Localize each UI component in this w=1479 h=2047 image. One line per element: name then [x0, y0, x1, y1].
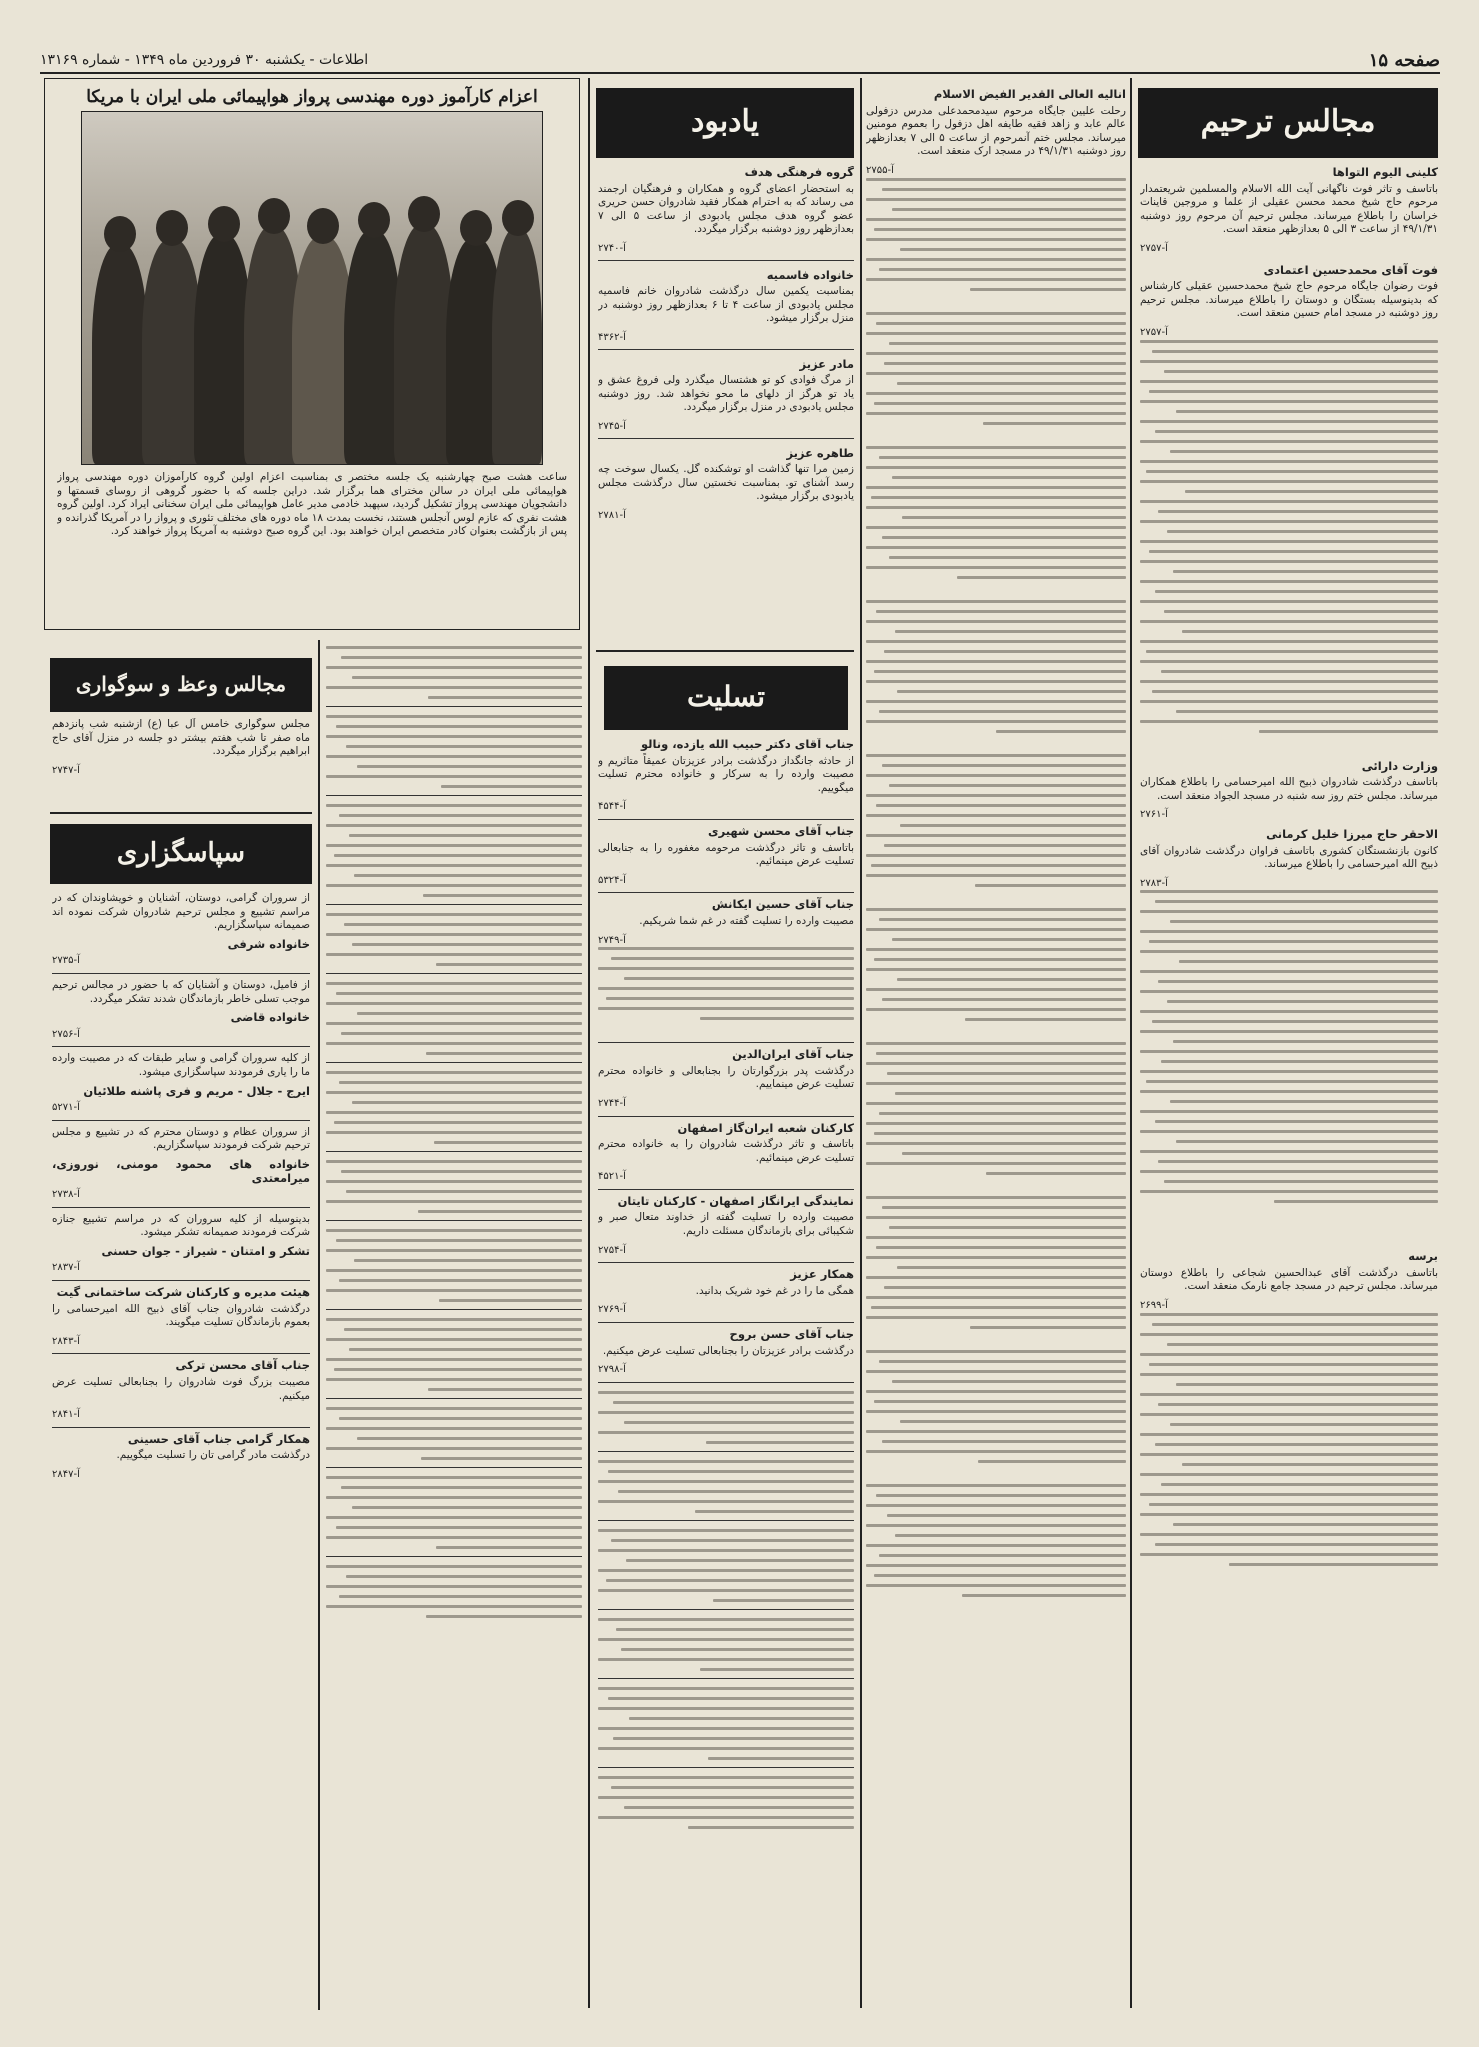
list-item [598, 447, 854, 523]
photo-story-title: اعزام کارآموز دوره مهندسی پرواز هواپیمائی ملی ایران با مریکا [86, 87, 538, 107]
photo-story [44, 78, 580, 630]
yadbood-column [598, 166, 854, 646]
vaaz-banner [50, 658, 312, 712]
yadbood-banner [596, 88, 854, 158]
item-text: باتاسف درگذشت شادروان ذبیح الله امیرحسامی را باطلاع همکاران میرساند. مجلس ختم روز سه شنبه در مسجد الجواد منعقد است. [1140, 776, 1438, 802]
list-item [866, 88, 1126, 178]
item-ref: آ-۵۳۲۴ [598, 874, 626, 886]
item-heading: خانواده فاسمیه [766, 267, 854, 282]
list-item [598, 825, 854, 887]
item-text: بمناسبت یکمین سال درگذشت شادروان خانم فاسمیه مجلس یادبودی از ساعت ۴ تا ۶ بعدازظهر روز دوشنبه در منزل برگزار میشود. [598, 285, 854, 325]
item-text: باتاسف و تاثر درگذشت شادروان را به خانواده محترم تسلیت عرض مینمائیم. [598, 1138, 854, 1164]
item-ref: آ-۲۷۵۷ [1140, 326, 1168, 338]
item-text: از فامیل، دوستان و آشنایان که با حضور در مجالس ترحیم موجب تسلی خاطر بازماندگان شدند تشکر میگردد. [52, 978, 310, 1005]
list-item [1140, 1250, 1438, 1312]
item-text: درگذشت پدر بزرگوارتان را بجنابعالی و خانواده محترم تسلیت عرض مینماییم. [598, 1064, 854, 1091]
item-heading: وزارت دارائی [1361, 758, 1438, 773]
text-block [598, 1382, 854, 1942]
sepasgozari-banner [50, 824, 312, 884]
item-text: به استحضار اعضای گروه و همکاران و فرهنگیان ارجمند می رساند که به احترام همکار فقید شادروان حسن حریری عضو گروه هدف مجلس یادبودی از ساعت ۵ الی ۷ بعدازظهر روز دوشنبه برگزار میگردد. [598, 182, 854, 236]
section-divider [596, 650, 854, 652]
yadbood-title: یادبود [690, 104, 760, 139]
item-text: از حادثه جانگداز درگذشت برادر عزیزتان عمیقاً متاثریم و مصیبت وارده را به سرکار و خانواده محترم تسلیت میگوییم. [598, 754, 854, 794]
tarhim-column [1140, 166, 1438, 1996]
vaaz-column [52, 718, 310, 808]
item-text: کانون بازنشستگان کشوری باتاسف فراوان درگذشت شادروان آقای ذبیح الله امیرحسامی را باطلاع میرساند. [1140, 844, 1438, 871]
item-text: مجلس سوگواری خامس آل عبا (ع) ازشنبه شب پانزدهم ماه صفر تا شب هفتم بیشتر دو جلسه در منزل آقای حاج ابراهیم برگزار میگردد. [52, 718, 310, 758]
sepasgozari-title: سپاسگزاری [116, 838, 246, 868]
list-item [598, 358, 854, 434]
item-ref: آ-۲۸۳۷ [52, 1262, 80, 1274]
item-ref: آ-۲۷۴۵ [598, 420, 626, 432]
group-photo [81, 111, 543, 465]
item-heading: هیئت مدیره و کارکنان شرکت ساختمانی گیت [56, 1285, 310, 1300]
item-text: فوت رضوان جایگاه مرحوم حاج شیخ محمدحسین عقیلی کارشناس که بدینوسیله بستگان و دوستان را باطلاع میرساند. مجلس ترحیم روز دوشنبه در مسجد امام حسین منعقد است. [1140, 280, 1438, 320]
item-heading: خانواده شرفی [227, 936, 310, 951]
item-ref: آ-۲۷۴۷ [52, 764, 80, 776]
tarhim-title: مجالس ترحیم [1200, 104, 1376, 139]
tarhim-banner [1138, 88, 1438, 158]
item-text: درگذشت مادر گرامی تان را تسلیت میگوییم. [116, 1449, 310, 1462]
item-ref: آ-۲۷۵۶ [52, 1028, 80, 1040]
item-text: از مرگ فوادی کو تو هشتسال میگذرد ولی فروغ عشق و یاد تو هرگز از دلهای ما محو نخواهد شد. روز دوشنبه مجلس یادبودی در منزل برگزار میگردد. [598, 374, 854, 414]
item-ref: آ-۲۷۳۵ [52, 955, 80, 967]
item-heading: انالیه العالی القدیر الفیض الاسلام [933, 88, 1126, 101]
list-item [598, 1328, 854, 1377]
column-rule [588, 78, 590, 2008]
item-heading: همکار گرامی جناب آقای حسینی [127, 1431, 310, 1446]
tasliyat-title: تسلیت [687, 680, 765, 713]
text-block [1140, 340, 1438, 760]
item-text: از کلیه سروران گرامی و سایر طبقات که در مصیبت وارده ما را یاری فرمودند سپاسگزاری میشود. [52, 1052, 310, 1078]
item-text: مصیبت بزرگ فوت شادروان را بجنابعالی تسلیت عرض میکنیم. [52, 1376, 310, 1402]
tasliyat-column [598, 738, 854, 1998]
list-item [598, 1195, 854, 1257]
item-ref: آ-۲۷۴۹ [598, 934, 626, 946]
item-ref: آ-۲۷۵۴ [598, 1244, 626, 1256]
item-heading: الاحقر حاج میرزا خلیل کرمانی [1266, 826, 1438, 841]
list-item [1140, 828, 1438, 890]
list-item [1140, 760, 1438, 822]
list-item [52, 1213, 310, 1275]
column-rule [860, 78, 862, 2008]
list-item [598, 166, 854, 256]
list-item [52, 1052, 310, 1114]
item-text: بدینوسیله از کلیه سروران که در مراسم تشییع جنازه شرکت فرمودند صمیمانه تشکر میشود. [52, 1212, 310, 1239]
item-text: از سروران گرامی، دوستان، آشنایان و خویشاوندان که در مراسم تشییع و مجلس ترحیم شادروان شرکت نموده اند صمیمانه سپاسگزاریم. [52, 892, 310, 932]
item-ref: آ-۲۷۳۸ [52, 1189, 80, 1201]
item-text: مصیبت وارده را تسلیت گفته در غم شما شریکیم. [639, 914, 854, 927]
list-item [52, 979, 310, 1041]
item-ref: آ-۲۷۶۹ [598, 1304, 626, 1316]
item-ref: آ-۲۷۴۰ [598, 242, 626, 254]
item-heading: نمایندگی ایرانگاز اصفهان - کارکنان تایتان [617, 1193, 854, 1208]
item-ref: آ-۴۵۴۴ [598, 801, 626, 813]
column-rule [318, 640, 320, 2010]
text-block [1140, 1313, 1438, 1613]
tasliyat-banner [604, 666, 848, 730]
list-item [52, 1126, 310, 1202]
item-heading: جناب آقای ایران‌الدین [732, 1047, 854, 1062]
item-text: همگی ما را در غم خود شریک بدانید. [695, 1284, 854, 1297]
item-ref: آ-۲۸۴۱ [52, 1409, 80, 1421]
list-item [598, 269, 854, 345]
item-ref: آ-۲۷۵۵ [866, 164, 894, 176]
item-text: زمین مرا تنها گذاشت او توشکنده گل. یکسال سوخت چه رسد آشنای تو. بمناسبت نخستین سال درگذشت مجلس یادبودی برگزار میشود. [598, 463, 854, 503]
item-heading: تشکر و امتنان - شیراز - جوان حسنی [101, 1243, 310, 1258]
item-ref: آ-۲۷۸۱ [598, 509, 626, 521]
list-item [1140, 264, 1438, 340]
sepasgozari-column [52, 892, 310, 1998]
item-text: باتاسف و تاثر فوت ناگهانی آیت الله الاسلام والمسلمین شریعتمدار مرحوم حاج شیخ محمد محسن عقیلی از علما و مروجین قاینات خراسان را باطلاع میرساند. مجلس ترحیم آن مرحوم روز دوشنبه ۴۹/۱/۳۱ از ساعت ۳ الی ۵ بعدازظهر منعقد است. [1140, 182, 1438, 236]
item-text: درگذشت شادروان جناب آقای ذبیح الله امیرحسامی را بعموم بازماندگان تسلیت میگویند. [52, 1302, 310, 1329]
list-item [598, 898, 854, 947]
item-heading: فوت آقای محمدحسین اعتمادی [1263, 262, 1438, 277]
item-text: مصیبت وارده را تسلیت گفته از خداوند متعال صبر و شکیبائی برای بازماندگان مسئلت داریم. [598, 1211, 854, 1238]
item-text: رحلت علیین جایگاه مرحوم سیدمحمدعلی مدرس دزفولی عالم عابد و زاهد فقیه طایفه اهل دزفول را بعموم مومنین میرساند. مجلس ختم آنمرحوم از ساعت ۵ الی ۷ بعدازظهر روز دوشنبه ۴۹/۱/۳۱ در مسجد ارک منعقد است. [866, 104, 1126, 158]
page-number: صفحه ۱۵ [1368, 49, 1440, 71]
list-item [52, 1359, 310, 1421]
item-ref: آ-۲۸۴۳ [52, 1335, 80, 1347]
tarhim-column-2 [866, 88, 1126, 1998]
item-text: باتاسف درگذشت آقای عبدالحسین شجاعی را باطلاع دوستان میرساند. مجلس ترحیم در مسجد جامع نارمک منعقد است. [1140, 1266, 1438, 1293]
item-heading: جناب آقای حسین ایکانش [711, 897, 854, 912]
item-heading: همکار عزیز [790, 1267, 854, 1282]
item-ref: آ-۲۷۸۳ [1140, 877, 1168, 889]
list-item [598, 1048, 854, 1110]
text-block [326, 646, 582, 1996]
item-ref: آ-۵۲۷۱ [52, 1102, 80, 1114]
item-heading: طاهره عزیز [786, 445, 854, 460]
item-ref: آ-۲۶۹۹ [1140, 1300, 1168, 1312]
list-item [1140, 166, 1438, 256]
item-heading: ایرج - جلال - مریم و فری پاشنه طلائیان [83, 1083, 310, 1098]
item-heading: جناب آقای محسن شهیری [708, 823, 854, 838]
item-ref: آ-۴۵۲۱ [598, 1171, 626, 1183]
text-block [598, 947, 854, 1037]
item-heading: کلینی الیوم التواها [1332, 166, 1438, 179]
item-heading: برسه [1408, 1249, 1438, 1264]
masthead [40, 48, 1440, 74]
list-item [52, 1286, 310, 1348]
photo-caption: ساعت هشت صبح چهارشنبه یک جلسه مختصر ی بمناسبت اعزام اولین گروه کارآموزان دوره مهندسی پرواز هواپیمائی ملی ایران در سالن مخترای هما برگزار شد. دراین جلسه که با حضور گروهی از روسای قسمتها و دانشجویان مهندسی پرواز تشکیل گردید، سپهبد خادمی مدیر عامل هواپیمائی ملی ایران سخنانی ایراد کرد. اولین گروه هشت نفری که عازم لوس آنجلس هستند، نخست بمدت ۱۸ ماه دوره های مختلف تئوری و پرواز را در آمریکا گذرانده و پس از بازگشت بعنوان کادر متخصص ایران خواهند بود. این گروه صبح دوشنبه به آمریکا پرواز خواهند کرد. [57, 471, 567, 538]
item-ref: آ-۲۷۶۱ [1140, 809, 1168, 821]
item-heading: کارکنان شعبه ایران‌گاز اصفهان [677, 1120, 854, 1135]
item-ref: آ-۲۷۴۴ [598, 1097, 626, 1109]
item-text: باتاسف و تاثر درگذشت مرحومه مغفوره را به جنابعالی تسلیت عرض مینمائیم. [598, 841, 854, 868]
item-ref: آ-۲۸۴۷ [52, 1469, 80, 1480]
item-ref: آ-۴۳۶۲ [598, 331, 626, 343]
item-ref: آ-۲۷۹۸ [598, 1364, 626, 1376]
item-heading: گروه فرهنگی هدف [744, 166, 854, 179]
section-divider [50, 812, 312, 814]
item-text: درگذشت برادر عزیزتان را بجنابعالی تسلیت عرض میکنیم. [602, 1344, 854, 1357]
issue-info: اطلاعات - یکشنبه ۳۰ فروردین ماه ۱۳۴۹ - شماره ۱۳۱۶۹ [40, 52, 369, 68]
list-item [52, 1433, 310, 1482]
list-item [52, 892, 310, 968]
item-heading: خانواده قاضی [230, 1010, 310, 1025]
text-block [1140, 890, 1438, 1250]
column-rule [1130, 78, 1132, 2008]
item-heading: جناب آقای دکتر حبیب الله یازده، ونالو [640, 738, 854, 751]
item-heading: خانواده های محمود مومنی، نوروزی، میرامعتدی [52, 1156, 310, 1185]
item-ref: آ-۲۷۵۷ [1140, 242, 1168, 254]
text-block [866, 178, 1126, 1958]
list-item [52, 718, 310, 777]
item-heading: جناب آقای محسن ترکی [175, 1358, 310, 1373]
item-text: از سروران عظام و دوستان محترم که در تشییع و مجلس ترحیم شرکت فرمودند سپاسگزاریم. [52, 1125, 310, 1152]
item-heading: جناب آقای حسن بروح [729, 1327, 854, 1342]
list-item [598, 738, 854, 814]
vaaz-title: مجالس وعظ و سوگواری [75, 672, 287, 696]
list-item [598, 1122, 854, 1184]
item-heading: مادر عزیز [799, 356, 854, 371]
list-item [598, 1268, 854, 1317]
